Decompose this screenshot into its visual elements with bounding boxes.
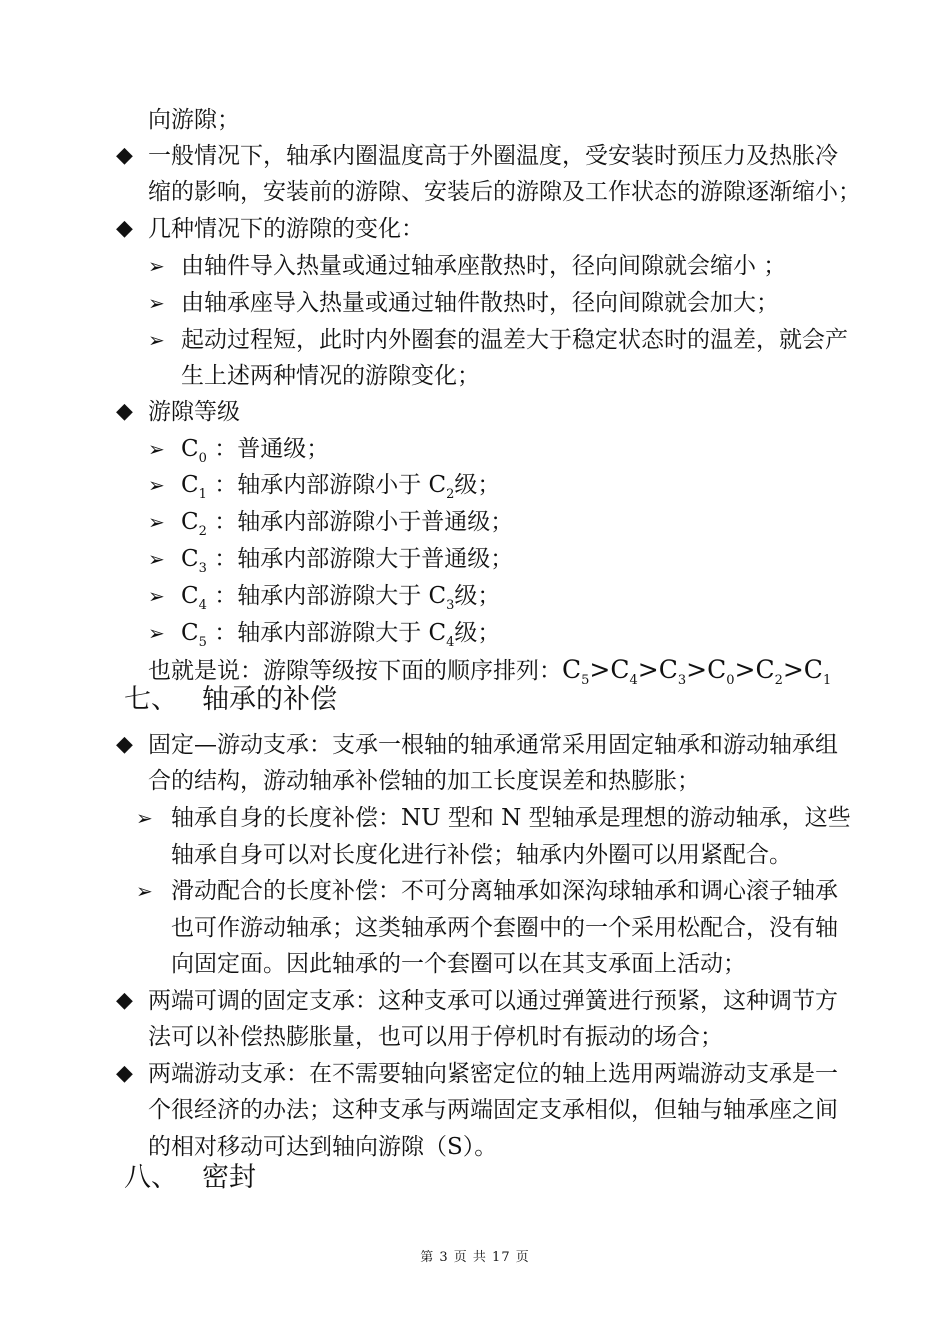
paragraph-text: 两端可调的固定支承：这种支承可以通过弹簧进行预紧，这种调节方: [148, 988, 838, 1014]
section-number: 七、: [124, 684, 178, 715]
paragraph-text: 向固定面。因此轴承的一个套圈可以在其支承面上活动；: [171, 951, 746, 977]
paragraph-text: 固定—游动支承：支承一根轴的轴承通常采用固定轴承和游动轴承组: [148, 732, 838, 758]
arrow-bullet-icon: ➢: [148, 473, 165, 497]
arrow-bullet-icon: ➢: [148, 547, 165, 571]
paragraph-text: 两端游动支承：在不需要轴向紧密定位的轴上选用两端游动支承是一: [148, 1061, 838, 1087]
paragraph-text: 生上述两种情况的游隙变化；: [181, 363, 480, 389]
paragraph-text: 几种情况下的游隙的变化：: [148, 216, 424, 242]
grade-text: $C_0$ ：普通级；: [181, 436, 330, 466]
paragraph-text: 由轴承座导入热量或通过轴件散热时，径向间隙就会加大；: [181, 290, 779, 316]
grade-text: $C_1$ ：轴承内部游隙小于 $C_2$级；: [181, 472, 501, 502]
paragraph-text: 轴承自身可以对长度化进行补偿；轴承内外圈可以用紧配合。: [171, 842, 792, 868]
paragraph-text: 合的结构，游动轴承补偿轴的加工长度误差和热膨胀；: [148, 768, 700, 794]
section-title: 密封: [202, 1162, 256, 1193]
paragraph-text: 轴承自身的长度补偿：NU 型和 N 型轴承是理想的游动轴承，这些: [171, 805, 851, 831]
paragraph-text: 法可以补偿热膨胀量，也可以用于停机时有振动的场合；: [148, 1024, 723, 1050]
grade-text: $C_4$ ：轴承内部游隙大于 $C_3$级；: [181, 583, 501, 613]
arrow-bullet-icon: ➢: [148, 621, 165, 645]
page-footer: 第 3 页 共 17 页: [420, 1250, 530, 1265]
grade-text: $C_5$ ：轴承内部游隙大于 $C_4$级；: [181, 620, 501, 650]
arrow-bullet-icon: ➢: [148, 584, 165, 608]
paragraph-text: 由轴件导入热量或通过轴承座散热时，径向间隙就会缩小 ；: [181, 253, 787, 279]
grade-order-text: 也就是说：游隙等级按下面的顺序排列：$C_5>C_4>C_3>C_0>C_2>C_1$: [148, 655, 832, 688]
diamond-bullet-icon: ◆: [116, 143, 133, 168]
arrow-bullet-icon: ➢: [148, 254, 165, 278]
arrow-bullet-icon: ➢: [148, 328, 165, 352]
section-title: 轴承的补偿: [202, 684, 337, 715]
paragraph-text: 缩的影响，安装前的游隙、安装后的游隙及工作状态的游隙逐渐缩小；: [148, 179, 861, 205]
paragraph-text: 游隙等级: [148, 399, 240, 425]
paragraph-text: 也可作游动轴承；这类轴承两个套圈中的一个采用松配合，没有轴: [171, 915, 838, 941]
diamond-bullet-icon: ◆: [116, 399, 133, 424]
grade-text: $C_3$ ：轴承内部游隙大于普通级；: [181, 546, 514, 576]
paragraph-text: 起动过程短，此时内外圈套的温差大于稳定状态时的温差，就会产: [181, 327, 848, 353]
diamond-bullet-icon: ◆: [116, 1061, 133, 1086]
diamond-bullet-icon: ◆: [116, 988, 133, 1013]
paragraph-text: 个很经济的办法；这种支承与两端固定支承相似，但轴与轴承座之间: [148, 1097, 838, 1123]
paragraph-text: 的相对移动可达到轴向游隙（S）。: [148, 1134, 498, 1160]
paragraph-text: 滑动配合的长度补偿：不可分离轴承如深沟球轴承和调心滚子轴承: [171, 878, 838, 904]
paragraph-text: 向游隙；: [148, 107, 240, 133]
paragraph-text: 一般情况下，轴承内圈温度高于外圈温度，受安装时预压力及热胀冷: [148, 143, 838, 169]
arrow-bullet-icon: ➢: [148, 510, 165, 534]
diamond-bullet-icon: ◆: [116, 216, 133, 241]
arrow-bullet-icon: ➢: [148, 291, 165, 315]
grade-text: $C_2$ ：轴承内部游隙小于普通级；: [181, 509, 514, 539]
arrow-bullet-icon: ➢: [136, 806, 153, 830]
arrow-bullet-icon: ➢: [148, 437, 165, 461]
diamond-bullet-icon: ◆: [116, 732, 133, 757]
section-number: 八、: [124, 1162, 178, 1193]
arrow-bullet-icon: ➢: [136, 879, 153, 903]
